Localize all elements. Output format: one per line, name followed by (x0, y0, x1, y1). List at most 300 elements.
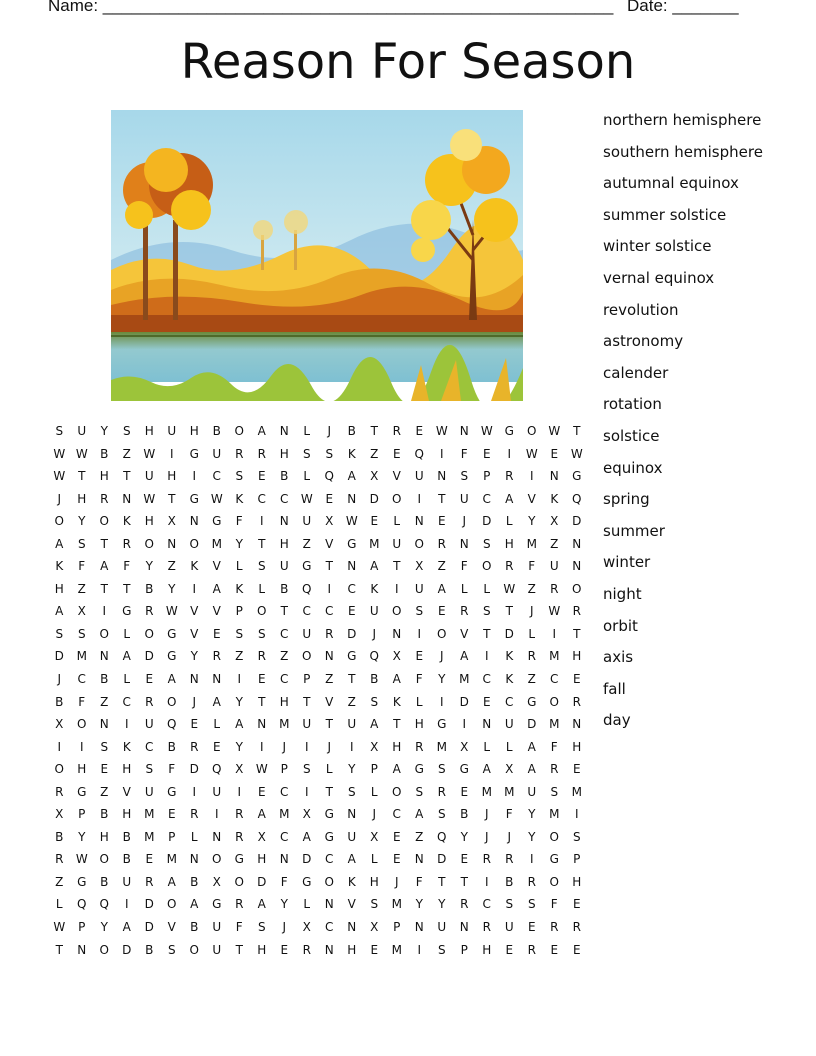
grid-letter[interactable]: C (482, 491, 491, 506)
grid-letter[interactable]: N (189, 672, 199, 687)
grid-letter[interactable]: U (212, 784, 222, 799)
grid-letter[interactable]: R (505, 469, 514, 484)
grid-letter[interactable]: G (572, 469, 582, 484)
grid-letter[interactable]: V (460, 626, 469, 641)
grid-letter[interactable]: J (507, 829, 512, 844)
grid-letter[interactable]: X (370, 469, 379, 484)
grid-letter[interactable]: A (347, 469, 356, 484)
grid-letter[interactable]: G (324, 807, 334, 822)
grid-letter[interactable]: E (212, 739, 221, 754)
grid-letter[interactable]: L (505, 739, 513, 754)
grid-letter[interactable]: M (526, 536, 537, 551)
grid-letter[interactable]: T (325, 559, 333, 574)
grid-letter[interactable]: O (167, 694, 177, 709)
grid-letter[interactable]: E (460, 784, 469, 799)
grid-letter[interactable]: O (234, 424, 244, 438)
grid-letter[interactable]: Y (100, 920, 108, 935)
grid-letter[interactable]: C (257, 491, 266, 506)
grid-letter[interactable]: H (122, 762, 132, 777)
grid-letter[interactable]: R (257, 446, 266, 461)
grid-letter[interactable]: H (257, 942, 267, 957)
grid-letter[interactable]: R (550, 762, 559, 777)
grid-letter[interactable]: W (75, 852, 88, 867)
grid-letter[interactable]: R (460, 897, 469, 912)
grid-letter[interactable]: H (414, 717, 424, 732)
grid-letter[interactable]: X (55, 717, 64, 732)
grid-letter[interactable]: N (324, 897, 334, 912)
grid-letter[interactable]: U (437, 920, 447, 935)
grid-letter[interactable]: W (75, 446, 88, 461)
grid-letter[interactable]: M (279, 807, 290, 822)
grid-letter[interactable]: J (282, 920, 287, 935)
grid-letter[interactable]: B (100, 446, 109, 461)
grid-letter[interactable]: R (505, 559, 514, 574)
grid-letter[interactable]: M (144, 807, 155, 822)
grid-letter[interactable]: F (280, 874, 288, 889)
grid-letter[interactable]: L (190, 829, 198, 844)
grid-letter[interactable]: D (54, 649, 64, 664)
grid-letter[interactable]: B (347, 424, 356, 438)
grid-letter[interactable]: M (504, 784, 515, 799)
grid-letter[interactable]: I (574, 807, 579, 822)
grid-letter[interactable]: Y (235, 536, 243, 551)
grid-letter[interactable]: G (347, 536, 357, 551)
grid-letter[interactable]: A (482, 762, 491, 777)
grid-letter[interactable]: T (460, 874, 468, 889)
grid-letter[interactable]: A (347, 852, 356, 867)
grid-letter[interactable]: I (417, 626, 422, 641)
grid-letter[interactable]: I (79, 739, 84, 754)
grid-letter[interactable]: E (572, 762, 581, 777)
grid-letter[interactable]: Z (167, 559, 176, 574)
grid-letter[interactable]: C (280, 784, 289, 799)
grid-letter[interactable]: Z (122, 446, 131, 461)
grid-letter[interactable]: L (213, 717, 221, 732)
grid-letter[interactable]: E (482, 694, 491, 709)
grid-letter[interactable]: T (235, 942, 243, 957)
grid-letter[interactable]: A (122, 920, 131, 935)
grid-letter[interactable]: T (100, 536, 108, 551)
grid-letter[interactable]: A (55, 536, 64, 551)
grid-letter[interactable]: Z (347, 694, 356, 709)
grid-letter[interactable]: Y (528, 829, 536, 844)
grid-letter[interactable]: O (234, 874, 244, 889)
grid-letter[interactable]: G (212, 897, 222, 912)
grid-letter[interactable]: E (527, 920, 536, 935)
grid-letter[interactable]: B (122, 852, 131, 867)
grid-letter[interactable]: X (257, 829, 266, 844)
grid-letter[interactable]: B (505, 874, 514, 889)
grid-letter[interactable]: R (190, 807, 199, 822)
grid-letter[interactable]: O (99, 514, 109, 529)
grid-letter[interactable]: E (437, 514, 446, 529)
grid-letter[interactable]: F (460, 559, 468, 574)
grid-letter[interactable]: O (414, 536, 424, 551)
grid-letter[interactable]: O (572, 581, 582, 596)
grid-letter[interactable]: R (257, 649, 266, 664)
grid-letter[interactable]: E (370, 942, 379, 957)
grid-letter[interactable]: H (144, 514, 154, 529)
grid-letter[interactable]: A (257, 424, 266, 438)
grid-letter[interactable]: T (325, 784, 333, 799)
grid-letter[interactable]: I (417, 942, 422, 957)
grid-letter[interactable]: G (549, 852, 559, 867)
grid-letter[interactable]: M (144, 829, 155, 844)
grid-letter[interactable]: J (484, 807, 489, 822)
grid-letter[interactable]: N (347, 559, 357, 574)
grid-letter[interactable]: C (325, 920, 334, 935)
grid-letter[interactable]: U (504, 717, 514, 732)
grid-letter[interactable]: J (529, 604, 534, 619)
grid-letter[interactable]: Y (235, 694, 243, 709)
grid-letter[interactable]: V (347, 897, 356, 912)
grid-letter[interactable]: H (99, 829, 109, 844)
grid-letter[interactable]: E (325, 491, 334, 506)
grid-letter[interactable]: P (573, 852, 581, 867)
grid-letter[interactable]: I (237, 672, 242, 687)
grid-letter[interactable]: H (189, 424, 199, 438)
grid-letter[interactable]: K (122, 739, 131, 754)
grid-letter[interactable]: M (549, 807, 560, 822)
grid-letter[interactable]: R (302, 942, 311, 957)
grid-letter[interactable]: U (302, 717, 312, 732)
grid-letter[interactable]: C (280, 672, 289, 687)
grid-letter[interactable]: T (393, 717, 401, 732)
grid-letter[interactable]: I (417, 491, 422, 506)
grid-letter[interactable]: O (144, 626, 154, 641)
grid-letter[interactable]: A (257, 897, 266, 912)
grid-letter[interactable]: B (100, 672, 109, 687)
grid-letter[interactable]: T (573, 424, 581, 438)
grid-letter[interactable]: P (235, 604, 243, 619)
grid-letter[interactable]: E (415, 424, 424, 438)
grid-letter[interactable]: I (304, 784, 309, 799)
grid-letter[interactable]: W (143, 491, 156, 506)
grid-letter[interactable]: V (212, 559, 221, 574)
grid-letter[interactable]: S (482, 536, 491, 551)
grid-letter[interactable]: S (55, 424, 64, 438)
grid-letter[interactable]: P (168, 829, 176, 844)
grid-letter[interactable]: Z (415, 829, 424, 844)
grid-letter[interactable]: M (436, 739, 447, 754)
grid-letter[interactable]: H (99, 469, 109, 484)
grid-letter[interactable]: N (257, 717, 267, 732)
grid-letter[interactable]: B (370, 672, 379, 687)
grid-letter[interactable]: V (122, 784, 131, 799)
grid-letter[interactable]: I (259, 514, 264, 529)
grid-letter[interactable]: I (484, 874, 489, 889)
grid-letter[interactable]: U (459, 491, 469, 506)
grid-letter[interactable]: Y (190, 649, 198, 664)
grid-letter[interactable]: G (189, 491, 199, 506)
grid-letter[interactable]: N (99, 717, 109, 732)
grid-letter[interactable]: R (572, 604, 581, 619)
grid-letter[interactable]: X (370, 920, 379, 935)
grid-letter[interactable]: S (145, 762, 154, 777)
grid-letter[interactable]: L (303, 897, 311, 912)
grid-letter[interactable]: A (100, 559, 109, 574)
grid-letter[interactable]: Q (212, 762, 222, 777)
grid-letter[interactable]: P (78, 807, 86, 822)
grid-letter[interactable]: H (167, 469, 177, 484)
grid-letter[interactable]: L (483, 739, 491, 754)
grid-letter[interactable]: E (100, 762, 109, 777)
grid-letter[interactable]: F (415, 672, 423, 687)
grid-letter[interactable]: N (572, 717, 582, 732)
grid-letter[interactable]: S (505, 897, 514, 912)
grid-letter[interactable]: T (303, 694, 311, 709)
grid-letter[interactable]: T (348, 672, 356, 687)
grid-letter[interactable]: R (527, 942, 536, 957)
grid-letter[interactable]: L (415, 694, 423, 709)
grid-letter[interactable]: A (415, 807, 424, 822)
grid-letter[interactable]: A (437, 581, 446, 596)
grid-letter[interactable]: M (76, 649, 87, 664)
grid-letter[interactable]: G (122, 604, 132, 619)
grid-letter[interactable]: L (483, 581, 491, 596)
grid-letter[interactable]: U (279, 559, 289, 574)
grid-letter[interactable]: E (257, 784, 266, 799)
grid-letter[interactable]: S (527, 897, 536, 912)
grid-letter[interactable]: E (257, 469, 266, 484)
grid-letter[interactable]: D (302, 852, 312, 867)
grid-letter[interactable]: X (55, 807, 64, 822)
grid-letter[interactable]: S (55, 626, 64, 641)
grid-letter[interactable]: W (300, 491, 313, 506)
grid-letter[interactable]: E (415, 649, 424, 664)
grid-letter[interactable]: O (54, 514, 64, 529)
grid-letter[interactable]: R (145, 874, 154, 889)
grid-letter[interactable]: N (414, 514, 424, 529)
grid-letter[interactable]: T (168, 491, 176, 506)
grid-letter[interactable]: C (392, 807, 401, 822)
grid-letter[interactable]: G (212, 514, 222, 529)
grid-letter[interactable]: Q (369, 649, 379, 664)
grid-letter[interactable]: O (212, 852, 222, 867)
grid-letter[interactable]: L (460, 581, 468, 596)
grid-letter[interactable]: O (189, 942, 199, 957)
grid-letter[interactable]: I (484, 649, 489, 664)
grid-letter[interactable]: U (527, 784, 537, 799)
grid-letter[interactable]: O (99, 942, 109, 957)
grid-letter[interactable]: T (505, 604, 513, 619)
grid-letter[interactable]: Z (437, 559, 446, 574)
grid-letter[interactable]: H (54, 581, 64, 596)
grid-letter[interactable]: G (302, 559, 312, 574)
grid-letter[interactable]: F (505, 807, 513, 822)
grid-letter[interactable]: D (144, 649, 154, 664)
grid-letter[interactable]: N (572, 559, 582, 574)
grid-letter[interactable]: Q (302, 581, 312, 596)
grid-letter[interactable]: F (415, 874, 423, 889)
grid-letter[interactable]: I (529, 852, 534, 867)
grid-letter[interactable]: E (505, 942, 514, 957)
grid-letter[interactable]: R (460, 604, 469, 619)
grid-letter[interactable]: C (505, 694, 514, 709)
grid-letter[interactable]: N (122, 491, 132, 506)
grid-letter[interactable]: K (347, 874, 356, 889)
grid-letter[interactable]: U (549, 559, 559, 574)
grid-letter[interactable]: N (99, 649, 109, 664)
grid-letter[interactable]: N (212, 672, 222, 687)
grid-letter[interactable]: G (167, 649, 177, 664)
grid-letter[interactable]: P (370, 762, 378, 777)
grid-letter[interactable]: K (370, 581, 379, 596)
grid-letter[interactable]: I (529, 469, 534, 484)
grid-letter[interactable]: Q (167, 717, 177, 732)
grid-letter[interactable]: K (550, 491, 559, 506)
grid-letter[interactable]: W (255, 762, 268, 777)
grid-letter[interactable]: L (55, 897, 63, 912)
grid-letter[interactable]: U (302, 626, 312, 641)
grid-letter[interactable]: I (192, 469, 197, 484)
grid-letter[interactable]: P (460, 942, 468, 957)
grid-letter[interactable]: H (347, 942, 357, 957)
grid-letter[interactable]: Z (100, 784, 109, 799)
grid-letter[interactable]: P (393, 920, 401, 935)
grid-letter[interactable]: H (572, 874, 582, 889)
grid-letter[interactable]: C (280, 626, 289, 641)
grid-letter[interactable]: H (392, 739, 402, 754)
grid-letter[interactable]: L (528, 626, 536, 641)
grid-letter[interactable]: C (145, 739, 154, 754)
grid-letter[interactable]: V (325, 536, 334, 551)
grid-letter[interactable]: U (347, 717, 357, 732)
grid-letter[interactable]: N (347, 920, 357, 935)
grid-letter[interactable]: S (437, 942, 446, 957)
grid-letter[interactable]: K (505, 649, 514, 664)
grid-letter[interactable]: D (482, 514, 492, 529)
grid-letter[interactable]: S (415, 604, 424, 619)
grid-letter[interactable]: X (212, 874, 221, 889)
grid-letter[interactable]: T (438, 491, 446, 506)
grid-letter[interactable]: O (189, 536, 199, 551)
grid-letter[interactable]: R (437, 536, 446, 551)
grid-letter[interactable]: A (527, 739, 536, 754)
grid-letter[interactable]: O (77, 717, 87, 732)
grid-letter[interactable]: S (415, 784, 424, 799)
grid-letter[interactable]: Z (55, 874, 64, 889)
grid-letter[interactable]: Z (527, 672, 536, 687)
grid-letter[interactable]: B (55, 829, 64, 844)
grid-letter[interactable]: H (279, 536, 289, 551)
grid-letter[interactable]: A (55, 604, 64, 619)
grid-letter[interactable]: W (525, 446, 538, 461)
grid-letter[interactable]: T (258, 694, 266, 709)
grid-letter[interactable]: E (572, 942, 581, 957)
grid-letter[interactable]: Y (78, 514, 86, 529)
grid-letter[interactable]: A (122, 649, 131, 664)
grid-letter[interactable]: G (437, 717, 447, 732)
grid-letter[interactable]: Y (235, 739, 243, 754)
grid-letter[interactable]: R (572, 920, 581, 935)
grid-letter[interactable]: K (505, 672, 514, 687)
grid-letter[interactable]: W (143, 446, 156, 461)
grid-letter[interactable]: R (550, 920, 559, 935)
date-field-label[interactable]: Date: _______ (627, 0, 739, 15)
grid-letter[interactable]: T (280, 604, 288, 619)
grid-letter[interactable]: T (123, 581, 131, 596)
grid-letter[interactable]: S (257, 920, 266, 935)
grid-letter[interactable]: G (504, 424, 514, 438)
grid-letter[interactable]: A (505, 491, 514, 506)
grid-letter[interactable]: V (325, 694, 334, 709)
grid-letter[interactable]: W (435, 424, 448, 438)
grid-letter[interactable]: S (370, 694, 379, 709)
grid-letter[interactable]: I (327, 581, 332, 596)
grid-letter[interactable]: F (235, 514, 243, 529)
grid-letter[interactable]: M (481, 784, 492, 799)
grid-letter[interactable]: H (369, 874, 379, 889)
grid-letter[interactable]: R (325, 626, 334, 641)
grid-letter[interactable]: U (369, 604, 379, 619)
grid-letter[interactable]: M (369, 536, 380, 551)
grid-letter[interactable]: X (77, 604, 86, 619)
grid-letter[interactable]: T (483, 626, 491, 641)
grid-letter[interactable]: O (99, 626, 109, 641)
grid-letter[interactable]: K (55, 559, 64, 574)
grid-letter[interactable]: Z (302, 536, 311, 551)
grid-letter[interactable]: C (325, 852, 334, 867)
grid-letter[interactable]: E (392, 446, 401, 461)
grid-letter[interactable]: T (258, 536, 266, 551)
grid-letter[interactable]: C (280, 829, 289, 844)
grid-letter[interactable]: W (480, 424, 493, 438)
grid-letter[interactable]: N (189, 852, 199, 867)
grid-letter[interactable]: D (437, 852, 447, 867)
grid-letter[interactable]: L (505, 514, 513, 529)
grid-letter[interactable]: U (414, 581, 424, 596)
grid-letter[interactable]: N (482, 717, 492, 732)
grid-letter[interactable]: G (77, 784, 87, 799)
grid-letter[interactable]: W (165, 604, 178, 619)
grid-letter[interactable]: G (527, 694, 537, 709)
grid-letter[interactable]: V (392, 469, 401, 484)
grid-letter[interactable]: W (53, 920, 66, 935)
grid-letter[interactable]: E (190, 717, 199, 732)
grid-letter[interactable]: R (212, 649, 221, 664)
grid-letter[interactable]: Z (77, 581, 86, 596)
grid-letter[interactable]: H (572, 739, 582, 754)
grid-letter[interactable]: K (392, 694, 401, 709)
grid-letter[interactable]: U (167, 424, 177, 438)
grid-letter[interactable]: M (391, 897, 402, 912)
grid-letter[interactable]: X (392, 649, 401, 664)
grid-letter[interactable]: M (571, 784, 582, 799)
grid-letter[interactable]: S (460, 469, 469, 484)
grid-letter[interactable]: U (414, 469, 424, 484)
grid-letter[interactable]: C (302, 604, 311, 619)
grid-letter[interactable]: S (302, 762, 311, 777)
grid-letter[interactable]: F (123, 559, 131, 574)
grid-letter[interactable]: T (100, 581, 108, 596)
grid-letter[interactable]: R (527, 874, 536, 889)
grid-letter[interactable]: R (505, 852, 514, 867)
grid-letter[interactable]: I (349, 739, 354, 754)
grid-letter[interactable]: L (325, 762, 333, 777)
grid-letter[interactable]: W (53, 469, 66, 484)
grid-letter[interactable]: X (325, 514, 334, 529)
grid-letter[interactable]: Y (528, 807, 536, 822)
grid-letter[interactable]: B (100, 874, 109, 889)
grid-letter[interactable]: H (482, 942, 492, 957)
grid-letter[interactable]: E (460, 852, 469, 867)
grid-letter[interactable]: B (190, 874, 199, 889)
grid-letter[interactable]: Y (168, 581, 176, 596)
grid-letter[interactable]: Q (324, 469, 334, 484)
grid-letter[interactable]: T (573, 626, 581, 641)
grid-letter[interactable]: U (347, 829, 357, 844)
